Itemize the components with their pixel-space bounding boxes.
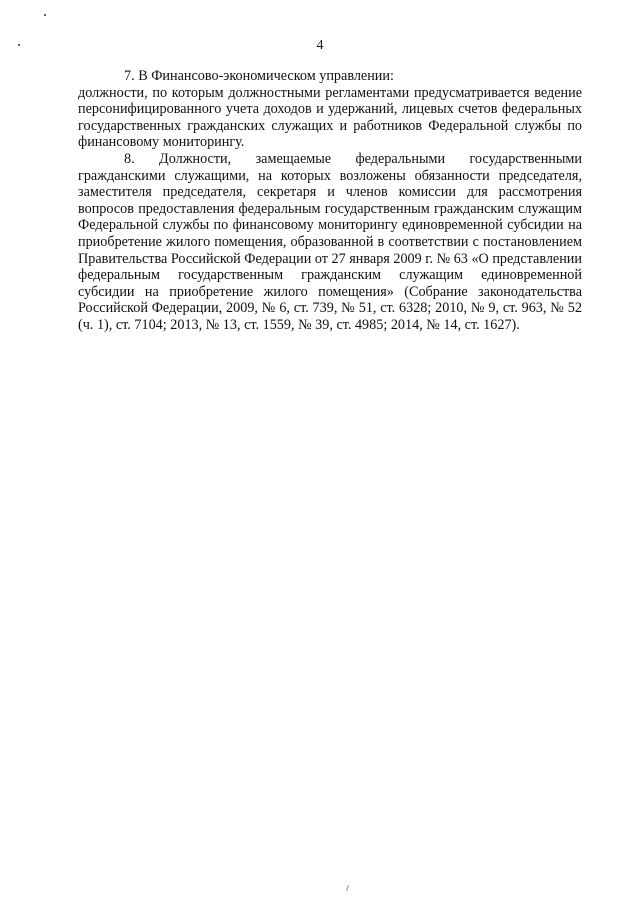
paragraph-7-text: должности, по которым должностными регламентами предусматривается ведение персонифицированного учета доходов и удержаний, лицевых счетов федеральных государственных гражданских служащих и работников Федеральной службы по финансовому мониторингу.	[78, 84, 582, 151]
paragraph-8-text: 8. Должности, замещаемые федеральными государственными гражданскими служащими, на которых возложены обязанности председателя, заместителя председателя, секретаря и членов комиссии для рассмотрения вопросов предоставления федеральным государственным гражданским служащим Федеральной службы по финансовому мониторингу единовременной субсидии на приобретение жилого помещения, образованной в соответствии с постановлением Правительства Российской Федерации от 27 января 2009 г. № 63 «О представлении федеральным государственным гражданским служащим единовременной субсидии на приобретение жилого помещения» (Собрание законодательства Российской Федерации, 2009, № 6, ст. 739, № 51, ст. 6328; 2010, № 9, ст. 963, № 52 (ч. 1), ст. 7104; 2013, № 13, ст. 1559, № 39, ст. 4985; 2014, № 14, ст. 1627).	[78, 150, 582, 333]
page-number: 4	[316, 38, 324, 53]
paragraph-7-heading: 7. В Финансово-экономическом управлении:	[124, 68, 394, 84]
document-body	[78, 68, 582, 334]
scan-artifact-mark	[346, 885, 349, 891]
scan-artifact-dot	[44, 14, 46, 16]
